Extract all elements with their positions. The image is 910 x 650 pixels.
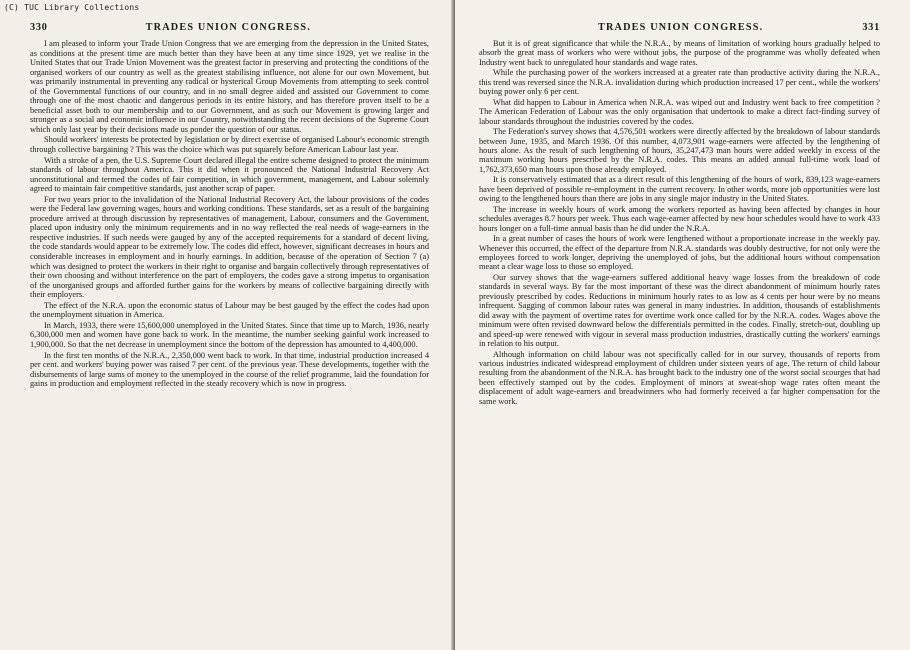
left-paragraph-1: I am pleased to inform your Trade Union Congress that we are emerging from the depression in the United States, as conditions at the present time are much better than they have been at any time since 1929, yet we realise in the United States that our Trade Union Movement was the greatest factor in preserving and protecting the conditions of the organised workers of our country as well as the greatest stabilising influence, not alone for our own Movement, but was primarily instrumental in preventing any radical or hysterical Group Movements from attempting to seek control of the Governmental functions of our country, and in no small degree aided and assisted our Government to come through one of the most chaotic and dangerous periods in its entire history, and has therefore proven itself to be a beneficial asset both to our membership and to our Government, and as such our Movement is growing larger and stronger as a social and economic influence in our Country, notwithstanding the recent decisions of the Supreme Court which only last year by their decisions made us ponder the question of our status. — [30, 39, 429, 134]
right-paragraph-3: What did happen to Labour in America when N.R.A. was wiped out and Industry went back to free competition ? The American Federation of Labour was the only organisation that undertook to make a direct fact-finding survey of labour standards throughout the industries covered by the codes. — [479, 97, 880, 126]
right-paragraph-7: In a great number of cases the hours of work were lengthened without a proportionate increase in the weekly pay. Whenever this occurred, the effect of the departure from N.R.A. standards was doubly destructive, for not only were the employees forced to work longer, depriving the unemployed of jobs, but the additional hours without compensation meant a clear wage loss to those so employed. — [479, 234, 880, 272]
right-running-title: TRADES UNION CONGRESS. — [597, 22, 764, 33]
left-running-title: TRADES UNION CONGRESS. — [145, 22, 312, 33]
left-page-number: 330 — [30, 22, 48, 33]
left-paragraph-2: Should workers' interests be protected by legislation or by direct exercise of organised Labour's economic strength through collective bargaining ? This was the choice which was put squarely before American Labour last year. — [30, 135, 429, 155]
right-paragraph-2: While the purchasing power of the workers increased at a greater rate than productive activity during the N.R.A., this trend was reversed since the N.R.A. invalidation during which production increased 17 per cent., while the workers' buying power only 6 per cent. — [479, 68, 880, 97]
right-paragraph-8: Our survey shows that the wage-earners suffered additional heavy wage losses from the breakdown of code standards in several ways. By far the most important of these was the direct abandonment of minimum hourly rates previously prescribed by codes. Reductions in minimum hourly rates to as low as 4 cents per hour were by no means infrequent. Sagging of common labour rates was general in many industries. In addition, thousands of establishments did away with the payment of overtime rates for overtime work once called for by the N.R.A. codes. Wages above the minimum were often revised downward below the differentials permitted in the codes. Finally, stretch-out, doubling up and speed-up were renewed with vigour in several mass production industries, drastically cutting the workers' earnings in relation to his output. — [479, 272, 880, 349]
watermark-text: (C) TUC Library Collections — [4, 3, 140, 12]
right-paragraph-1: But it is of great significance that while the N.R.A., by means of limitation of working hours gradually helped to absorb the great mass of workers who were without jobs, the purpose of the programme was wholly defeated when Industry went back to unregulated hour standards and wage rates. — [479, 39, 880, 67]
right-paragraph-5: It is conservatively estimated that as a direct result of this lengthening of the hours of work, 839,123 wage-earners have been deprived of possible re-employment in the current recovery. In other words, more job opportunities were lost owing to the lengthened hours than there are jobs in any single major industry in the United States. — [479, 175, 880, 204]
left-body-text — [30, 39, 429, 389]
right-page-number: 331 — [862, 22, 880, 33]
left-paragraph-5: The effect of the N.R.A. upon the economic status of Labour may be best gauged by the effect the codes had upon the unemployment situation in America. — [30, 300, 429, 320]
left-paragraph-4: For two years prior to the invalidation of the National Industrial Recovery Act, the labour provisions of the codes were the Federal law governing wages, hours and working conditions. These standards, set as a result of the bargaining procedure arrived at through discussion by representatives of management, Labour, consumers and the Government, placed upon industry only the minimum requirements and in no way reflected the real needs of wage-earners in the respective industries. If such needs were gauged by any of the accepted requirements for a standard of decent living, the code standards would appear to be extremely low. The codes did effect, however, significant decreases in hours and considerable increases in employment and in hourly earnings. In addition, because of the operation of Section 7 (a) which was designed to protect the workers in their right to organise and bargain collectively through representatives of their own choosing and without interference on the part of employers, the codes gave a strong impetus to organisation of the unorganised groups and afforded further gains for the workers by means of collective bargaining directly with their employers. — [30, 194, 429, 300]
right-paragraph-4: The Federation's survey shows that 4,576,501 workers were directly affected by the breakdown of labour standards between June, 1935, and March 1936. Of this number, 4,073,901 wage-earners were affected by the lengthening of hours alone. As the result of such lengthening of hours, 35,247,473 man hours were added weekly in excess of the maximum working hours prescribed by the N.R.A. codes. This means an added annual full-time work load of 1,762,373,650 man hours upon those already employed. — [479, 127, 880, 174]
left-paragraph-7: In the first ten months of the N.R.A., 2,350,000 went back to work. In that time, industrial production increased 4 per cent. and workers' buying power was raised 7 per cent. of the previous year. These developments, together with the disbursements of large sums of money to the unemployed in the course of the relief programme, laid the foundation for gains in production and employment reflected in the steady recovery which is now in progress. — [30, 350, 429, 389]
left-running-head — [30, 22, 429, 33]
right-body-text — [479, 39, 880, 406]
right-paragraph-9: Although information on child labour was not specifically called for in our survey, thousands of reports from various industries indicated widespread employment of children under sixteen years of age. The return of child labour resulting from the abandonment of the N.R.A. has brought back to the industry one of the worst social scourges that had been effectively stamped out by the codes. Employment of minors at sweat-shop wage rates often meant the displacement of adult wage-earners and breadwinners who had formerly received a far higher compensation for the same work. — [479, 349, 880, 406]
right-running-head — [479, 22, 880, 33]
right-page — [455, 0, 910, 650]
left-paragraph-3: With a stroke of a pen, the U.S. Supreme Court declared illegal the entire scheme designed to protect the minimum standards of labour throughout America. This it did when it pronounced the National Industrial Recovery Act unconstitutional and termed the codes of fair competition, in which government, management, and Labour solemnly agreed to maintain fair competitive standards, just another scrap of paper. — [30, 155, 429, 194]
right-paragraph-6: The increase in weekly hours of work among the workers reported as having been affected by changes in hour schedules averages 8.7 hours per week. Thus each wage-earner affected by new hour schedules would have to work 433 hours longer on a full-time annual basis than he did under the N.R.A. — [479, 204, 880, 233]
left-paragraph-6: In March, 1933, there were 15,600,000 unemployed in the United States. Since that time up to March, 1936, nearly 6,300,000 men and women have gone back to work. In the meantime, the number seeking gainful work increased to 1,900,000. So that the net decrease in unemployment since the bottom of the depression has amounted to 4,400,000. — [30, 320, 429, 349]
